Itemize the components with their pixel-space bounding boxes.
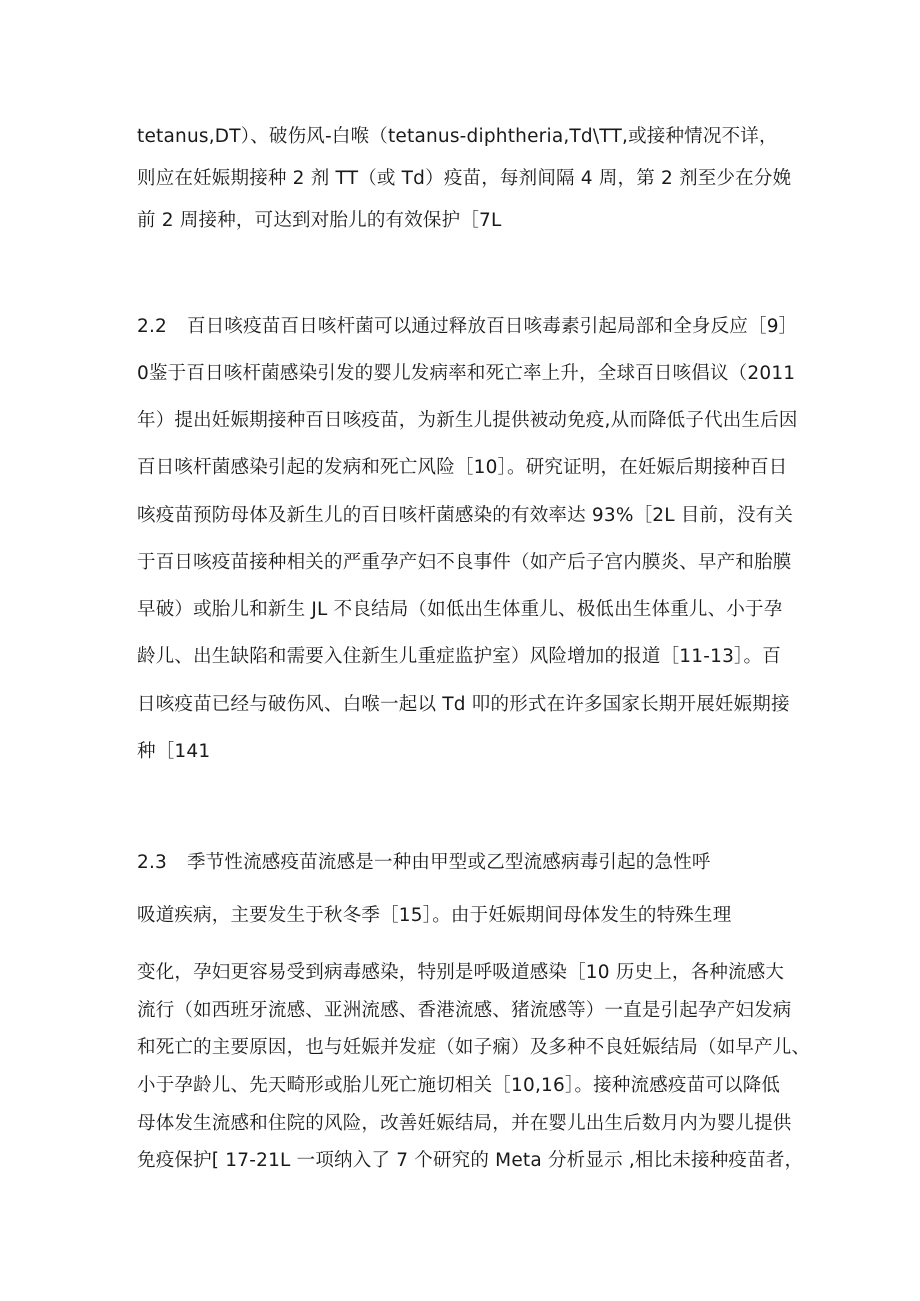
text-line: 种［141 [137,741,211,762]
section-number: 2.3 [137,852,168,873]
section-heading-text: 季节性流感疫苗流感是一种由甲型或乙型流感病毒引起的急性呼 [187,852,711,873]
text-line: 小于孕龄儿、先天畸形或胎儿死亡施切相关［10,16］。接种流感疫苗可以降低 [137,1075,781,1096]
section-number: 2.2 [137,316,168,337]
text-line: 则应在妊娠期接种 2 剂 TT（或 Td）疫苗，每剂间隔 4 周，第 2 剂至少在分娩 [137,168,792,189]
text-line: 百日咳杆菌感染引起的发病和死亡风险［10］。研究证明，在妊娠后期接种百日 [137,457,788,478]
text-line: 年）提出妊娠期接种百日咳疫苗，为新生儿提供被动免疫,从而降低子代出生后因 [137,410,798,431]
text-line: 咳疫苗预防母体及新生儿的百日咳杆菌感染的有效率达 93%［2L 目前，没有关 [137,505,794,526]
text-line: 母体发生流感和住院的风险，改善妊娠结局，并在婴儿出生后数月内为婴儿提供 [137,1113,792,1134]
text-line: tetanus,DT）、破伤风-白喉（tetanus-diphtheria,Td\TT,或接种情况不详， [137,126,778,147]
text-line: 免疫保护[ 17-21L 一项纳入了 7 个研究的 Meta 分析显示 ,相比未接种疫苗者， [137,1150,804,1171]
text-line: 吸道疾病，主要发生于秋冬季［15］。由于妊娠期间母体发生的特殊生理 [137,905,732,926]
text-line: 于百日咳疫苗接种相关的严重孕产妇不良事件（如产后子宫内膜炎、早产和胎膜 [137,552,792,573]
text-line: 早破）或胎儿和新生 JL 不良结局（如低出生体重儿、极低出生体重儿、小于孕 [137,599,783,620]
section-heading-line [137,850,711,876]
text-line: 日咳疫苗已经与破伤风、白喉一起以 Td 叩的形式在许多国家长期开展妊娠期接 [137,694,790,715]
text-line: 0鉴于百日咳杆菌感染引发的婴儿发病率和死亡率上升，全球百日咳倡议（2011 [137,363,796,384]
text-line: 和死亡的主要原因，也与妊娠并发症（如子痫）及多种不良妊娠结局（如早产儿、 [137,1037,811,1058]
text-line: 流行（如西班牙流感、亚洲流感、香港流感、猪流感等）一直是引起孕产妇发病 [137,1000,792,1021]
text-line: 变化，孕妇更容易受到病毒感染，特别是呼吸道感染［10 历史上，各种流感大 [137,962,785,983]
section-heading-text: 百日咳疫苗百日咳杆菌可以通过释放百日咳毒素引起局部和全身反应［9］ [187,316,798,337]
text-line: 龄儿、出生缺陷和需要入住新生儿重症监护室）风险增加的报道［11-13］。百 [137,646,781,667]
section-heading-line [137,314,797,340]
text-line: 前 2 周接种，可达到对胎儿的有效保护［7L [137,210,502,231]
